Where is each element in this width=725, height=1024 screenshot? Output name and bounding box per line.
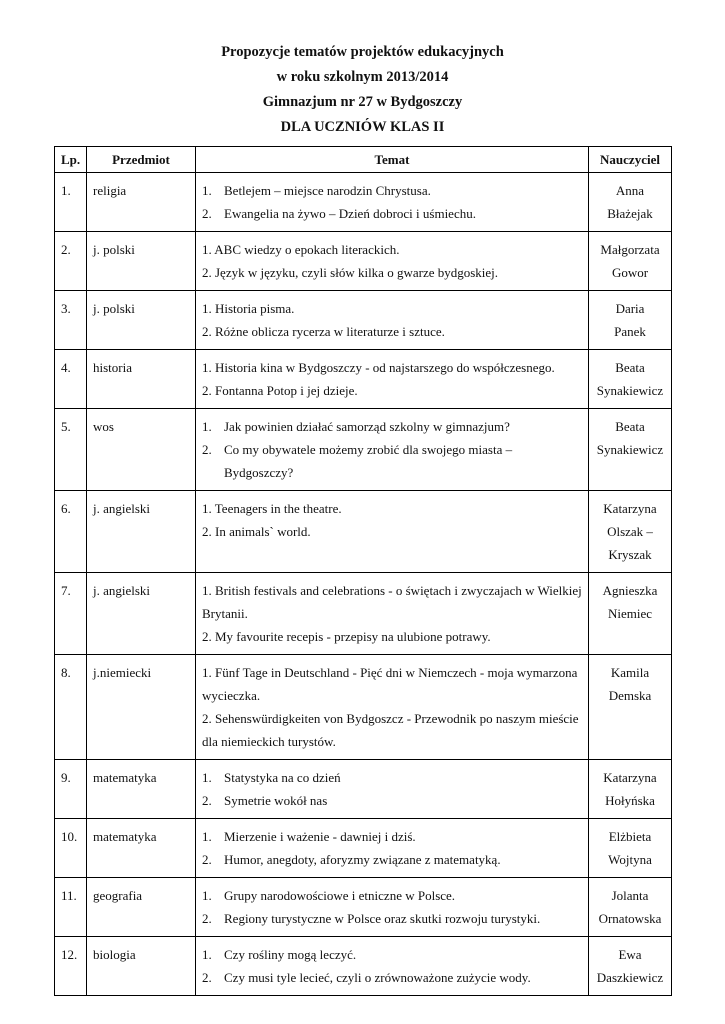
topic-cell <box>196 173 589 232</box>
topic-text: Czy musi tyle lecieć, czyli o zrównoważone zużycie wody. <box>224 970 531 985</box>
topic-number: 2. <box>202 793 212 808</box>
topic-text: 2. Sehenswürdigkeiten von Bydgoszcz - Przewodnik po naszym mieście dla niemieckich turystów. <box>202 711 579 749</box>
teacher-name-line: Hołyńska <box>605 793 655 808</box>
row-number: 8. <box>55 655 87 760</box>
topic-text: 1. Historia pisma. <box>202 301 295 316</box>
topic-item <box>202 848 582 871</box>
table-row <box>55 291 672 350</box>
topic-text: 1. ABC wiedzy o epokach literackich. <box>202 242 400 257</box>
topic-text: 2. Różne oblicza rycerza w literaturze i sztuce. <box>202 324 445 339</box>
row-number: 1. <box>55 173 87 232</box>
teacher-cell <box>589 819 672 878</box>
row-number: 10. <box>55 819 87 878</box>
title-line-3: Gimnazjum nr 27 w Bydgoszczy <box>262 94 463 110</box>
topic-item <box>202 579 582 625</box>
topic-item <box>202 379 582 402</box>
table-row <box>55 173 672 232</box>
teacher-name-line: Gowor <box>611 265 649 280</box>
topic-item <box>202 261 582 284</box>
teacher-cell <box>589 291 672 350</box>
column-header-topic: Temat <box>196 147 589 173</box>
teacher-name-line: Wojtyna <box>608 852 652 867</box>
teacher-name-line: Demska <box>608 688 652 703</box>
topic-item <box>202 943 582 966</box>
topic-cell <box>196 350 589 409</box>
topic-number: 2. <box>202 852 212 867</box>
topic-item <box>202 907 582 930</box>
topic-text: 1. British festivals and celebrations - o świętach i zwyczajach w Wielkiej Brytanii. <box>202 583 582 621</box>
topic-text: Ewangelia na żywo – Dzień dobroci i uśmiechu. <box>224 206 476 221</box>
teacher-cell <box>589 573 672 655</box>
subject-cell: j. polski <box>87 291 196 350</box>
topic-number: 1. <box>202 947 212 962</box>
subject-cell: historia <box>87 350 196 409</box>
subject-cell: j. angielski <box>87 573 196 655</box>
teacher-cell <box>589 655 672 760</box>
teacher-name-line: Kryszak <box>608 547 652 562</box>
teacher-name-line: Beata <box>615 419 645 434</box>
topic-text: Humor, anegdoty, aforyzmy związane z matematyką. <box>224 852 501 867</box>
row-number: 2. <box>55 232 87 291</box>
topic-text: Jak powinien działać samorząd szkolny w gimnazjum? <box>224 419 510 434</box>
topic-text: 2. Fontanna Potop i jej dzieje. <box>202 383 358 398</box>
topic-item <box>202 497 582 520</box>
topic-number: 1. <box>202 829 212 844</box>
topic-number: 1. <box>202 419 212 434</box>
topic-item <box>202 297 582 320</box>
table-header-row <box>55 147 672 173</box>
teacher-name-line: Małgorzata <box>600 242 660 257</box>
table-row <box>55 760 672 819</box>
teacher-name-line: Panek <box>614 324 646 339</box>
topic-number: 1. <box>202 183 212 198</box>
teacher-name-line: Katarzyna <box>603 770 657 785</box>
topic-item <box>202 707 582 753</box>
subject-cell: j. angielski <box>87 491 196 573</box>
topic-item <box>202 766 582 789</box>
teacher-name-line: Niemiec <box>607 606 653 621</box>
column-header-subject: Przedmiot <box>87 147 196 173</box>
topic-number: 2. <box>202 206 212 221</box>
teacher-name-line: Katarzyna <box>603 501 657 516</box>
row-number: 6. <box>55 491 87 573</box>
teacher-cell <box>589 232 672 291</box>
teacher-name-line: Anna <box>615 183 645 198</box>
topic-text: Regiony turystyczne w Polsce oraz skutki rozwoju turystyki. <box>224 911 541 926</box>
topic-cell <box>196 819 589 878</box>
row-number: 3. <box>55 291 87 350</box>
row-number: 5. <box>55 409 87 491</box>
topic-item <box>202 356 582 379</box>
topic-item <box>202 320 582 343</box>
topic-item <box>202 625 582 648</box>
subject-cell: j. polski <box>87 232 196 291</box>
table-row <box>55 409 672 491</box>
teacher-name-line: Synakiewicz <box>596 442 664 457</box>
subject-cell: matematyka <box>87 819 196 878</box>
table-row <box>55 232 672 291</box>
topic-item <box>202 179 582 202</box>
teacher-name-line: Daszkiewicz <box>596 970 664 985</box>
table-body <box>55 173 672 996</box>
topic-number: 2. <box>202 442 212 457</box>
subject-cell: geografia <box>87 878 196 937</box>
teacher-cell <box>589 937 672 996</box>
projects-table <box>54 146 672 996</box>
topic-item <box>202 415 582 438</box>
teacher-name-line: Ornatowska <box>598 911 662 926</box>
topic-text: Czy rośliny mogą leczyć. <box>224 947 357 962</box>
topic-cell <box>196 760 589 819</box>
topic-text: 2. My favourite recepis - przepisy na ulubione potrawy. <box>202 629 491 644</box>
topic-text: Grupy narodowościowe i etniczne w Polsce. <box>224 888 456 903</box>
topic-item <box>202 202 582 225</box>
row-number: 11. <box>55 878 87 937</box>
teacher-cell <box>589 491 672 573</box>
teacher-name-line: Olszak – <box>607 524 653 539</box>
table-row <box>55 573 672 655</box>
topic-item <box>202 520 582 543</box>
topic-item <box>202 238 582 261</box>
topic-item <box>202 884 582 907</box>
subject-cell: wos <box>87 409 196 491</box>
table-row <box>55 491 672 573</box>
teacher-name-line: Elżbieta <box>608 829 652 844</box>
topic-text: Betlejem – miejsce narodzin Chrystusa. <box>224 183 431 198</box>
title-line-4: DLA UCZNIÓW KLAS II <box>280 119 445 135</box>
teacher-cell <box>589 878 672 937</box>
topic-text: 1. Historia kina w Bydgoszczy - od najstarszego do współczesnego. <box>202 360 555 375</box>
teacher-cell <box>589 173 672 232</box>
subject-cell: matematyka <box>87 760 196 819</box>
teacher-name-line: Kamila <box>610 665 650 680</box>
topic-text: Mierzenie i ważenie - dawniej i dziś. <box>224 829 416 844</box>
row-number: 9. <box>55 760 87 819</box>
topic-number: 2. <box>202 970 212 985</box>
subject-cell: biologia <box>87 937 196 996</box>
topic-text: Co my obywatele możemy zrobić dla swojego miasta – Bydgoszczy? <box>224 442 513 480</box>
topic-cell <box>196 232 589 291</box>
topic-cell <box>196 937 589 996</box>
topic-text: 2. In animals` world. <box>202 524 311 539</box>
row-number: 4. <box>55 350 87 409</box>
topic-text: 1. Teenagers in the theatre. <box>202 501 342 516</box>
topic-cell <box>196 491 589 573</box>
table-row <box>55 350 672 409</box>
teacher-name-line: Synakiewicz <box>596 383 664 398</box>
topic-item <box>202 825 582 848</box>
topic-item <box>202 438 582 484</box>
teacher-name-line: Jolanta <box>611 888 649 903</box>
topic-text: Statystyka na co dzień <box>224 770 341 785</box>
topic-cell <box>196 878 589 937</box>
document-header <box>0 40 725 140</box>
table-row <box>55 878 672 937</box>
subject-cell: religia <box>87 173 196 232</box>
table-row <box>55 819 672 878</box>
teacher-cell <box>589 350 672 409</box>
topic-number: 1. <box>202 770 212 785</box>
topic-text: Symetrie wokół nas <box>224 793 328 808</box>
row-number: 12. <box>55 937 87 996</box>
topic-text: 2. Język w języku, czyli słów kilka o gwarze bydgoskiej. <box>202 265 499 280</box>
column-header-lp: Lp. <box>55 147 87 173</box>
topic-item <box>202 966 582 989</box>
topic-cell <box>196 291 589 350</box>
table-row <box>55 937 672 996</box>
teacher-cell <box>589 409 672 491</box>
topic-number: 1. <box>202 888 212 903</box>
subject-cell: j.niemiecki <box>87 655 196 760</box>
teacher-name-line: Agnieszka <box>602 583 658 598</box>
column-header-teacher: Nauczyciel <box>589 147 672 173</box>
topic-text: 1. Fünf Tage in Deutschland - Pięć dni w Niemczech - moja wymarzona wycieczka. <box>202 665 578 703</box>
topic-cell <box>196 573 589 655</box>
teacher-name-line: Daria <box>615 301 645 316</box>
title-line-2: w roku szkolnym 2013/2014 <box>276 69 449 85</box>
topic-item <box>202 789 582 812</box>
topic-cell <box>196 409 589 491</box>
teacher-name-line: Błażejak <box>607 206 653 221</box>
table-row <box>55 655 672 760</box>
teacher-name-line: Ewa <box>618 947 642 962</box>
row-number: 7. <box>55 573 87 655</box>
teacher-name-line: Beata <box>615 360 645 375</box>
teacher-cell <box>589 760 672 819</box>
topic-cell <box>196 655 589 760</box>
topic-item <box>202 661 582 707</box>
topic-number: 2. <box>202 911 212 926</box>
title-line-1: Propozycje tematów projektów edukacyjnych <box>221 44 504 60</box>
